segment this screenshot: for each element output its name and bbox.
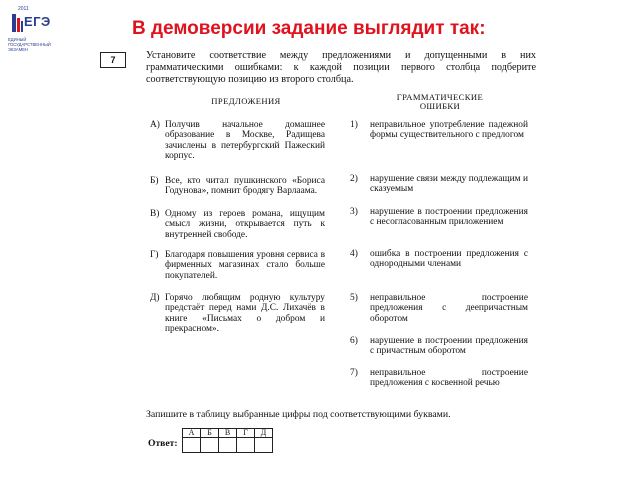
ege-logo <box>6 6 62 62</box>
sentence-letter: Б) <box>150 176 159 186</box>
sentence-text: Одному из героев романа, ищущим смысл жизни, открывается путь к внутренней свободе. <box>165 209 325 240</box>
answer-value-row <box>183 438 273 453</box>
logo-wordmark: ЕГЭ <box>24 14 51 29</box>
sentence-item <box>150 293 325 335</box>
error-item <box>350 174 528 195</box>
answer-label: Ответ: <box>148 438 178 449</box>
error-number: 6) <box>350 336 358 346</box>
error-text: нарушение в построении предложения с причастным оборотом <box>370 336 528 357</box>
sentence-item <box>150 120 325 162</box>
error-text: нарушение связи между подлежащим и сказуемым <box>370 174 528 195</box>
error-item <box>350 368 528 389</box>
error-text: неправильное употребление падежной формы существительного с предлогом <box>370 120 528 141</box>
sentence-item <box>150 250 325 281</box>
error-text: ошибка в построении предложения с однородными членами <box>370 249 528 270</box>
errors-header: ГРАММАТИЧЕСКИЕ ОШИБКИ <box>396 92 484 111</box>
answer-column-letter: А <box>183 429 201 438</box>
error-item <box>350 207 528 228</box>
answer-column-letter: Г <box>237 429 255 438</box>
answer-column-letter: Д <box>255 429 273 438</box>
logo-subtitle: ЕДИНЫЙ ГОСУДАРСТВЕННЫЙ ЭКЗАМЕН <box>8 37 51 53</box>
sentence-text: Получив начальное домашнее образование в Москве, Радищева зачислены в петербургский Пажеский корпус. <box>165 120 325 162</box>
error-item <box>350 120 528 141</box>
answer-cell[interactable] <box>219 438 237 453</box>
answer-header-row <box>183 429 273 438</box>
error-item <box>350 249 528 270</box>
answer-cell[interactable] <box>201 438 219 453</box>
error-text: неправильное построение предложения с косвенной речью <box>370 368 528 389</box>
error-number: 1) <box>350 120 358 130</box>
sentence-text: Все, кто читал пушкинского «Бориса Годунова», помнит бродягу Варлаама. <box>165 176 325 197</box>
error-item <box>350 336 528 357</box>
sentences-header: ПРЕДЛОЖЕНИЯ <box>211 96 281 106</box>
error-text: неправильное построение предложения с деепричастным оборотом <box>370 293 528 324</box>
error-text: нарушение в построении предложения с несогласованным приложением <box>370 207 528 228</box>
logo-year: 2011 <box>18 6 29 12</box>
slide-headline: В демоверсии задание выглядит так: <box>132 18 486 39</box>
task-intro: Установите соответствие между предложениями и допущенными в них грамматическими ошибками: к каждой позиции первого столбца подберите соответствующую позицию из второго столбца. <box>146 50 536 85</box>
sentence-letter: А) <box>150 120 160 130</box>
answer-table <box>182 428 273 453</box>
sentence-letter: В) <box>150 209 160 219</box>
error-number: 2) <box>350 174 358 184</box>
answer-cell[interactable] <box>183 438 201 453</box>
task-number: 7 <box>100 52 126 68</box>
error-number: 4) <box>350 249 358 259</box>
sentence-letter: Г) <box>150 250 159 260</box>
sentence-item <box>150 209 325 240</box>
sentence-text: Горячо любящим родную культуру предстаёт перед нами Д.С. Лихачёв в книге «Письмах о добром и прекрасном». <box>165 293 325 335</box>
sentence-text: Благодаря повышения уровня сервиса в фирменных магазинах стало больше покупателей. <box>165 250 325 281</box>
error-number: 3) <box>350 207 358 217</box>
answer-column-letter: В <box>219 429 237 438</box>
sentence-item <box>150 176 325 197</box>
error-number: 5) <box>350 293 358 303</box>
answer-column-letter: Б <box>201 429 219 438</box>
error-number: 7) <box>350 368 358 378</box>
answer-instruction: Запишите в таблицу выбранные цифры под соответствующими буквами. <box>146 409 451 420</box>
sentence-letter: Д) <box>150 293 160 303</box>
answer-cell[interactable] <box>255 438 273 453</box>
answer-cell[interactable] <box>237 438 255 453</box>
error-item <box>350 293 528 324</box>
